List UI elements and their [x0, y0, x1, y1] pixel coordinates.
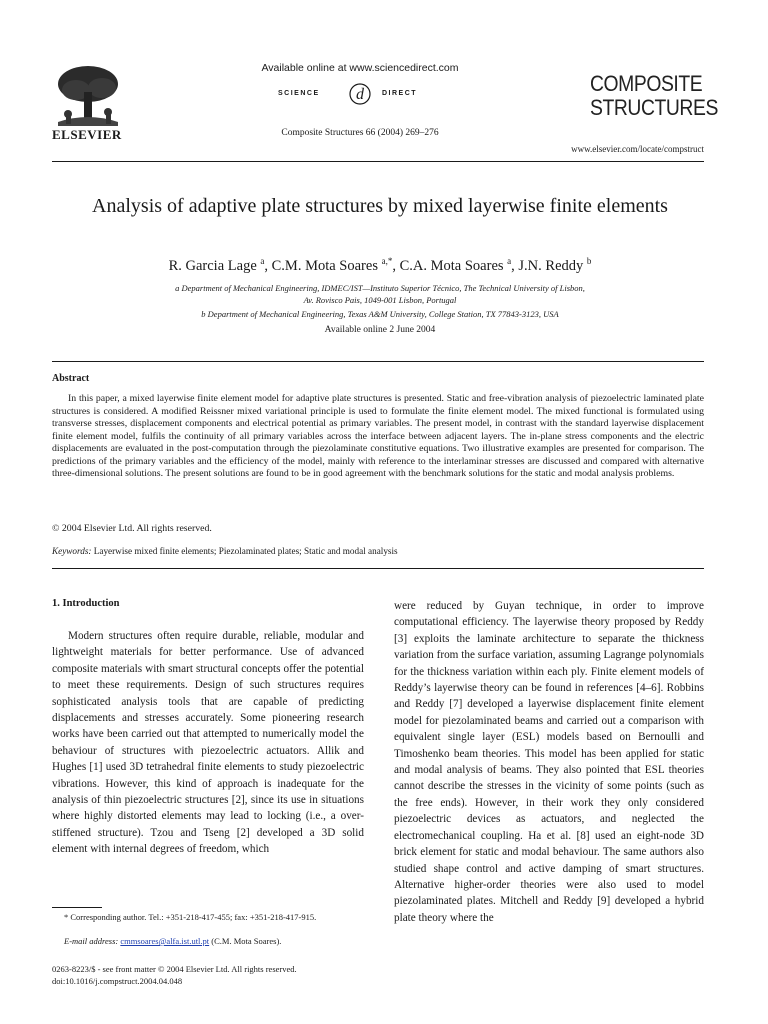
- article-title: Analysis of adaptive plate structures by mixed layerwise finite elements: [92, 195, 668, 217]
- publisher-name: ELSEVIER: [52, 127, 122, 142]
- sciencedirect-left-text: SCIENCE: [278, 90, 320, 97]
- sciencedirect-logo: [278, 82, 448, 108]
- sciencedirect-right-text: DIRECT: [382, 90, 418, 97]
- affiliation-b: b Department of Mechanical Engineering, Texas A&M University, College Station, TX 77843-3123, USA: [201, 309, 559, 319]
- body-left-column: Modern structures often require durable, reliable, modular and lightweight materials for better performance. Use of advanced composite materials with smart structural concepts offer the potential to meet these requirements. Design of such structures requires sophisticated analysis tools that are capable of predicting displacements and stresses accurately. Some pioneering research works have been carried out that attempted to numerically model the behaviour of structures with piezoelectric actuators. Allik and Hughes [1] used 3D tetrahedral finite elements to study piezoelectric vibrations. However, this kind of approach is inadequate for the analysis of thin piezoelectric structures [2], since its use in situations where highly distorted elements may lead to locking (i.e., a over-stiffened structure). Tzou and Tseng [2] developed a 3D solid element with internal degrees of freedom, which: [52, 630, 364, 856]
- header-divider: [52, 161, 704, 162]
- author-list: R. Garcia Lage $^a$, C.M. Mota Soares $^{a,*}$, C.A. Mota Soares $^a$, J.N. Reddy $^b$: [168, 256, 592, 274]
- abstract-divider: [52, 568, 704, 569]
- email-link[interactable]: cmmsoares@alfa.ist.utl.pt: [120, 936, 210, 946]
- journal-title: [590, 72, 718, 120]
- abstract-heading: Abstract: [52, 373, 90, 384]
- abstract-copyright: © 2004 Elsevier Ltd. All rights reserved.: [52, 523, 212, 534]
- available-online-date: Available online 2 June 2004: [324, 325, 436, 335]
- body-right-column: were reduced by Guyan technique, in order to improve computational efficiency. The layerwise theory proposed by Reddy [3] exploits the laminate architecture to separate the thickness variation from the surface variation, assuming Lagrange polynomials for the thickness variation within each ply. Finite element models of Reddy’s layerwise theory can be found in references [4–6]. Robbins and Reddy [7] developed a layerwise displacement finite element model for piezolaminated beams and carried out a comparison with equivalent single layer (ESL) models based on Bernoulli and Timoshenko beam theories. This model has been applied for static and modal analysis of beams. They also pointed that ESL theories cannot describe the stresses in the vicinity of some points (such as the free ends). However, in their work they only considered piezoelectric devices as actuators, and neglected the electromechanical coupling. Ha et al. [8] used an eight-node 3D brick element for static and modal behaviour. The same authors also studied shape control and active damping of smart structures. Alternative higher-order theories were also used to model piezolaminated plates. Mitchell and Reddy [9] developed a hybrid plate theory where the: [394, 600, 704, 924]
- title-divider: [52, 361, 704, 362]
- journal-title-line1: COMPOSITE: [590, 71, 703, 96]
- sciencedirect-mark: d: [356, 86, 364, 103]
- email-label: E-mail address:: [64, 936, 119, 946]
- keywords-text: Layerwise mixed finite elements; Piezolaminated plates; Static and modal analysis: [93, 546, 398, 556]
- affiliation-a-address: Av. Rovisco Pais, 1049-001 Lisbon, Portugal: [303, 295, 457, 305]
- section-heading-introduction: 1. Introduction: [52, 598, 120, 609]
- abstract-body: In this paper, a mixed layerwise finite element model for adaptive plate structures is presented. Static and free-vibration analysis of piezoelectric laminated plate structures is considered. A modified Reissner mixed variational principle is used to formulate the finite element model. The mixed functional is formulated using transverse stresses, displacement components and electrical potential as primary variables. The present model, in contrast with the standard layerwise displacement finite element model, fulfils the continuity of all primary variables across the interface between adjacent layers. The in-plane stress components and the electric displacements are evaluated in the post-computation through the piezolaminate constitutive equations. Two illustrative examples are presented for comparison. The predictions of the primary variables and the efficiency of the model, mainly with reference to the interlaminar stresses are discussed and compared with alternative three-dimensional solutions. The present solutions are found to be in good agreement with the benchmark solutions for the static and modal analysis problems.: [52, 393, 704, 479]
- corresponding-author-footnote: * Corresponding author. Tel.: +351-218-417-455; fax: +351-218-417-915.: [64, 912, 317, 922]
- issn-line: 0263-8223/$ - see front matter © 2004 Elsevier Ltd. All rights reserved.: [52, 964, 297, 974]
- sciencedirect-d-icon: [348, 82, 372, 106]
- keywords-line: [52, 546, 704, 556]
- journal-citation: Composite Structures 66 (2004) 269–276: [281, 128, 439, 138]
- keywords-label: Keywords:: [52, 546, 92, 556]
- available-online-text: Available online at www.sciencedirect.com: [261, 62, 459, 74]
- journal-title-line2: STRUCTURES: [590, 95, 718, 120]
- journal-url[interactable]: www.elsevier.com/locate/compstruct: [571, 144, 704, 154]
- email-suffix: (C.M. Mota Soares).: [211, 936, 282, 946]
- email-footnote: [52, 936, 376, 946]
- footnote-divider: [52, 907, 102, 908]
- affiliation-a: a Department of Mechanical Engineering, IDMEC/IST—Instituto Superior Técnico, The Technical University of Lisbon,: [175, 283, 585, 293]
- doi-line[interactable]: doi:10.1016/j.compstruct.2004.04.048: [52, 976, 183, 986]
